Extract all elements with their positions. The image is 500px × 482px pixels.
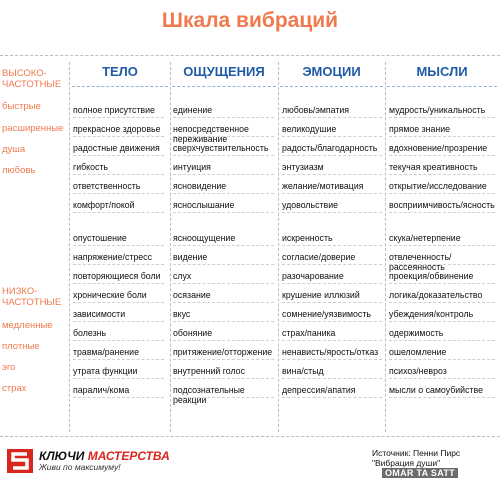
header-thoughts: МЫСЛИ — [416, 64, 468, 79]
row-divider — [389, 264, 495, 265]
side-label-slow: медленные — [2, 320, 53, 331]
row-divider — [73, 264, 164, 265]
side-label-love: любовь — [2, 165, 36, 176]
table-cell: интуиция — [173, 162, 211, 172]
column-divider — [170, 62, 171, 432]
table-cell: повторяющиеся боли — [73, 271, 161, 281]
side-label-high-1: ВЫСОКО- — [2, 68, 47, 79]
row-divider — [73, 321, 164, 322]
table-cell: хронические боли — [73, 290, 147, 300]
table-cell: вкус — [173, 309, 191, 319]
row-divider — [389, 245, 495, 246]
table-cell: разочарование — [282, 271, 344, 281]
column-divider — [385, 62, 386, 432]
column-divider — [69, 62, 70, 432]
header-body: ТЕЛО — [102, 64, 138, 79]
row-divider — [73, 397, 164, 398]
row-divider — [73, 136, 164, 137]
table-cell: отвлеченность/рассеянность — [389, 252, 452, 272]
brand-name — [39, 449, 170, 463]
brand-tagline: Живи по максимуму! — [39, 462, 121, 472]
table-cell: сверхчувствительность — [173, 143, 269, 153]
table-cell: крушение иллюзий — [282, 290, 360, 300]
table-cell: паралич/кома — [73, 385, 130, 395]
table-cell: обоняние — [173, 328, 213, 338]
row-divider — [173, 378, 274, 379]
brand-accent: МАСТЕРСТВА — [87, 449, 170, 463]
table-cell: осязание — [173, 290, 211, 300]
header-underline — [387, 86, 497, 87]
footer-divider — [0, 436, 500, 437]
side-label-high-2: ЧАСТОТНЫЕ — [2, 79, 62, 90]
row-divider — [173, 136, 274, 137]
side-label-low-1: НИЗКО- — [2, 286, 38, 297]
row-divider — [282, 245, 382, 246]
table-cell: открытие/исследование — [389, 181, 487, 191]
row-divider — [73, 212, 164, 213]
row-divider — [389, 136, 495, 137]
side-label-low-2: ЧАСТОТНЫЕ — [2, 297, 62, 308]
table-cell: полное присутствие — [73, 105, 155, 115]
table-cell: единение — [173, 105, 213, 115]
table-cell: страх/паника — [282, 328, 336, 338]
row-divider — [389, 155, 495, 156]
row-divider — [389, 302, 495, 303]
row-divider — [389, 321, 495, 322]
table-cell: притяжение/отторжение — [173, 347, 273, 357]
table-cell: логика/доказательство — [389, 290, 483, 300]
table-cell: восприимчивость/ясность — [389, 200, 495, 210]
row-divider — [173, 321, 274, 322]
row-divider — [73, 117, 164, 118]
table-cell: одержимость — [389, 328, 444, 338]
brand-prefix: КЛЮЧИ — [39, 449, 85, 463]
row-divider — [282, 155, 382, 156]
watermark-label: OMAR TA SATT — [382, 468, 458, 478]
table-cell: проекция/обвинение — [389, 271, 474, 281]
row-divider — [73, 245, 164, 246]
table-cell: мысли о самоубийстве — [389, 385, 483, 395]
table-cell: психоз/невроз — [389, 366, 447, 376]
header-emotions: ЭМОЦИИ — [302, 64, 361, 79]
row-divider — [73, 193, 164, 194]
row-divider — [389, 397, 495, 398]
row-divider — [173, 117, 274, 118]
table-cell: энтузиазм — [282, 162, 324, 172]
table-cell: текучая креативность — [389, 162, 478, 172]
table-cell: любовь/эмпатия — [282, 105, 350, 115]
side-label-ego: эго — [2, 362, 16, 373]
row-divider — [73, 359, 164, 360]
row-divider — [173, 340, 274, 341]
row-divider — [282, 174, 382, 175]
table-cell: вина/стыд — [282, 366, 324, 376]
row-divider — [389, 283, 495, 284]
row-divider — [73, 155, 164, 156]
side-label-fear: страх — [2, 383, 27, 394]
table-cell: утрата функции — [73, 366, 138, 376]
table-cell: непосредственное переживание — [173, 124, 249, 144]
source-credit — [372, 448, 460, 468]
side-label-dense: плотные — [2, 341, 40, 352]
row-divider — [173, 155, 274, 156]
table-cell: зависимости — [73, 309, 126, 319]
header-sensations: ОЩУЩЕНИЯ — [183, 64, 265, 79]
row-divider — [282, 340, 382, 341]
row-divider — [282, 302, 382, 303]
table-cell: яснослышание — [173, 200, 235, 210]
table-cell: видение — [173, 252, 208, 262]
table-cell: желание/мотивация — [282, 181, 364, 191]
table-cell: прямое знание — [389, 124, 451, 134]
source-author: Источник: Пенни Пирс — [372, 448, 461, 458]
source-book: "Вибрация души" — [372, 458, 441, 468]
row-divider — [73, 302, 164, 303]
table-cell: слух — [173, 271, 192, 281]
side-label-expanded: расширенные — [2, 123, 64, 134]
table-cell: ясновидение — [173, 181, 227, 191]
row-divider — [173, 212, 274, 213]
row-divider — [389, 378, 495, 379]
table-cell: искренность — [282, 233, 333, 243]
table-cell: депрессия/апатия — [282, 385, 356, 395]
row-divider — [282, 397, 382, 398]
table-cell: радость/благодарность — [282, 143, 378, 153]
brand-logo-icon — [7, 449, 33, 473]
row-divider — [173, 174, 274, 175]
table-cell: мудрость/уникальность — [389, 105, 486, 115]
table-cell: внутренний голос — [173, 366, 245, 376]
table-cell: гибкость — [73, 162, 109, 172]
header-underline — [280, 86, 383, 87]
table-cell: ненависть/ярость/отказ — [282, 347, 379, 357]
row-divider — [389, 340, 495, 341]
row-divider — [282, 378, 382, 379]
table-cell: ошеломление — [389, 347, 447, 357]
table-cell: убеждения/контроль — [389, 309, 474, 319]
table-cell: удовольствие — [282, 200, 339, 210]
row-divider — [389, 117, 495, 118]
table-cell: травма/ранение — [73, 347, 139, 357]
row-divider — [282, 117, 382, 118]
row-divider — [282, 283, 382, 284]
column-divider — [278, 62, 279, 432]
table-cell: радостные движения — [73, 143, 160, 153]
row-divider — [73, 283, 164, 284]
row-divider — [282, 136, 382, 137]
side-label-soul: душа — [2, 144, 26, 155]
row-divider — [389, 212, 495, 213]
table-cell: напряжение/стресс — [73, 252, 152, 262]
table-cell: комфорт/покой — [73, 200, 135, 210]
row-divider — [389, 193, 495, 194]
table-cell: великодушие — [282, 124, 337, 134]
row-divider — [173, 264, 274, 265]
table-cell: согласие/доверие — [282, 252, 356, 262]
row-divider — [73, 378, 164, 379]
row-divider — [282, 212, 382, 213]
row-divider — [173, 397, 274, 398]
row-divider — [173, 245, 274, 246]
header-underline — [172, 86, 276, 87]
table-cell: прекрасное здоровье — [73, 124, 161, 134]
row-divider — [282, 264, 382, 265]
row-divider — [73, 340, 164, 341]
page-title: Шкала вибраций — [161, 9, 339, 32]
table-cell: сомнение/уязвимость — [282, 309, 371, 319]
row-divider — [173, 302, 274, 303]
table-cell: болезнь — [73, 328, 107, 338]
table-cell: ответственность — [73, 181, 141, 191]
row-divider — [282, 321, 382, 322]
row-divider — [282, 359, 382, 360]
top-divider — [0, 55, 500, 56]
row-divider — [389, 174, 495, 175]
table-cell: подсознательные реакции — [173, 385, 245, 405]
table-cell: вдохновение/прозрение — [389, 143, 488, 153]
row-divider — [173, 283, 274, 284]
row-divider — [173, 193, 274, 194]
row-divider — [389, 359, 495, 360]
side-label-fast: быстрые — [2, 101, 41, 112]
row-divider — [282, 193, 382, 194]
table-cell: ясноощущение — [173, 233, 236, 243]
header-underline — [72, 86, 168, 87]
table-cell: скука/нетерпение — [389, 233, 461, 243]
row-divider — [173, 359, 274, 360]
row-divider — [73, 174, 164, 175]
table-cell: опустошение — [73, 233, 127, 243]
